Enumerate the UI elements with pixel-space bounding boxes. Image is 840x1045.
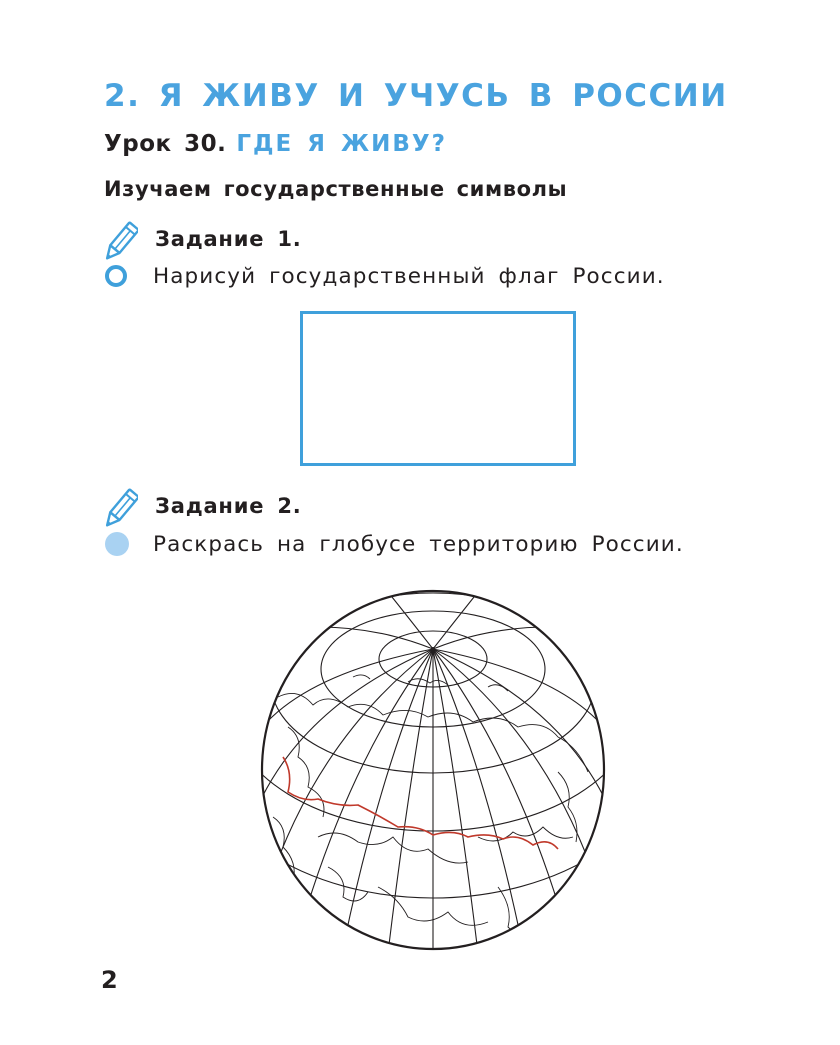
russia-border-line [283, 757, 558, 849]
filled-marker [105, 532, 129, 556]
task-1-title: Задание 1. [155, 227, 302, 251]
task-1-text: Нарисуй государственный флаг России. [153, 264, 665, 289]
pencil-icon [102, 486, 138, 534]
globe-illustration[interactable] [258, 587, 608, 953]
flag-drawing-box[interactable] [300, 311, 576, 466]
north-pole-point [431, 647, 435, 651]
subtopic-heading: Изучаем государственные символы [104, 177, 568, 201]
task-2-text: Раскрась на глобусе территорию России. [153, 532, 684, 557]
task-2-title: Задание 2. [155, 494, 302, 518]
lesson-heading [104, 131, 447, 157]
chapter-title: 2. Я ЖИВУ И УЧУСЬ В РОССИИ [104, 78, 728, 114]
coastlines [273, 675, 588, 936]
page-number: 2 [101, 966, 118, 994]
lesson-topic: ГДЕ Я ЖИВУ? [236, 131, 447, 157]
pencil-icon [102, 219, 138, 267]
lesson-number: Урок 30. [104, 131, 227, 157]
ring-marker [105, 265, 127, 287]
